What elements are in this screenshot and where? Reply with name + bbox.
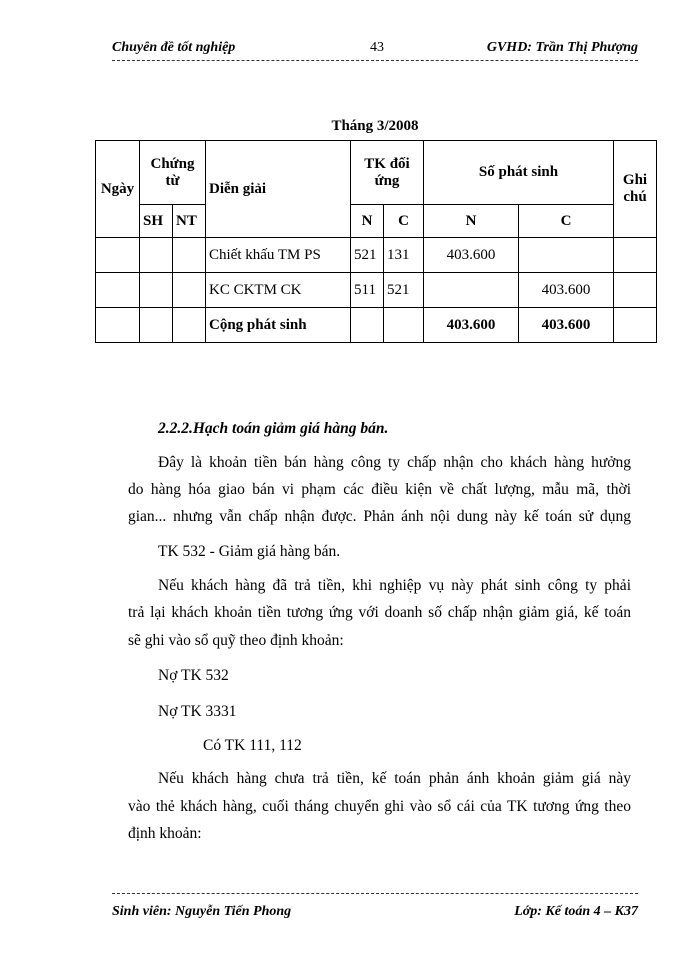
- paragraph-line: do hàng hóa giao bán vi phạm các điều kiện về chất lượng, mẫu mã, thời: [128, 481, 631, 498]
- col-header-sophatsinh: Số phát sinh: [424, 141, 614, 205]
- ledger-table: [95, 140, 657, 343]
- col-header-ps-c: C: [519, 205, 614, 238]
- row-desc: KC CKTM CK: [206, 273, 351, 308]
- paragraph-line: Nếu khách hàng chưa trả tiền, kế toán phản ánh khoản giảm giá này: [158, 770, 631, 787]
- entry-debit-532: Nợ TK 532: [158, 667, 229, 684]
- row-ps-n: [424, 273, 519, 308]
- total-desc: Cộng phát sinh: [206, 308, 351, 343]
- paragraph-line: vào thẻ khách hàng, cuối tháng chuyển ghi vào sổ cái của TK tương ứng theo: [128, 798, 631, 815]
- row-ps-c: [519, 238, 614, 273]
- total-ps-n: 403.600: [424, 308, 519, 343]
- table-total-row: [96, 308, 657, 343]
- col-header-tk-c: C: [384, 205, 424, 238]
- section-heading: 2.2.2.Hạch toán giảm giá hàng bán.: [158, 420, 389, 437]
- col-header-chungtu: Chứng từ: [140, 141, 206, 205]
- row-tk-n: 521: [351, 238, 384, 273]
- header-left: Chuyên đề tốt nghiệp: [112, 40, 236, 55]
- row-ps-c: 403.600: [519, 273, 614, 308]
- footer-left: Sinh viên: Nguyễn Tiến Phong: [112, 904, 292, 919]
- paragraph-line: sẽ ghi vào sổ quỹ theo định khoản:: [128, 632, 344, 649]
- page-header: [112, 40, 638, 58]
- header-divider: [112, 60, 638, 61]
- row-desc: Chiết khấu TM PS: [206, 238, 351, 273]
- table-row: [96, 273, 657, 308]
- col-header-ghichu: Ghi chú: [614, 141, 657, 238]
- paragraph-line: Nếu khách hàng đã trả tiền, khi nghiệp vụ này phát sinh công ty phải: [158, 577, 631, 594]
- table-title: Tháng 3/2008: [331, 118, 419, 134]
- total-ps-c: 403.600: [519, 308, 614, 343]
- footer-right: Lớp: Kế toán 4 – K37: [514, 904, 638, 919]
- footer-divider: [112, 893, 638, 894]
- paragraph-line: Đây là khoản tiền bán hàng công ty chấp nhận cho khách hàng hưởng: [158, 454, 631, 471]
- row-tk-c: 131: [384, 238, 424, 273]
- row-tk-n: 511: [351, 273, 384, 308]
- col-header-sh: SH: [140, 205, 173, 238]
- paragraph-line: trả lại khách khoản tiền tương ứng với doanh số chấp nhận giảm giá, kế toán: [128, 604, 631, 621]
- row-tk-c: 521: [384, 273, 424, 308]
- page-number: 43: [370, 40, 384, 55]
- col-header-ps-n: N: [424, 205, 519, 238]
- table-row: [96, 238, 657, 273]
- row-ps-n: 403.600: [424, 238, 519, 273]
- col-header-nt: NT: [173, 205, 206, 238]
- paragraph-line: gian... nhưng vẫn chấp nhận được. Phản ánh nội dung này kế toán sử dụng: [128, 508, 631, 525]
- entry-debit-3331: Nợ TK 3331: [158, 703, 237, 720]
- col-header-tkdoiung: TK đối ứng: [351, 141, 424, 205]
- col-header-tk-n: N: [351, 205, 384, 238]
- paragraph-line: định khoản:: [128, 825, 202, 842]
- account-line: TK 532 - Giảm giá hàng bán.: [158, 543, 341, 560]
- col-header-diengiai: Diễn giải: [206, 141, 351, 238]
- col-header-ngay: Ngày: [96, 141, 140, 238]
- entry-credit: Có TK 111, 112: [203, 737, 302, 754]
- header-right: GVHD: Trần Thị Phượng: [486, 40, 638, 55]
